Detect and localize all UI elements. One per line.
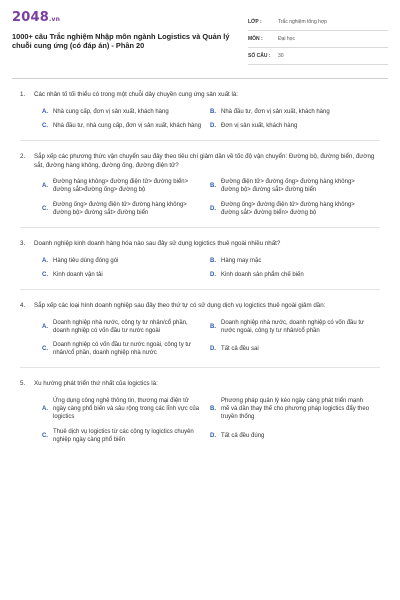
answer-options (20, 249, 380, 279)
option-text: Hàng tiêu dùng đóng gói (53, 257, 119, 264)
option-b[interactable] (210, 397, 370, 422)
question-4 (12, 290, 388, 357)
option-text: Đơn vị sản xuất, khách hàng (221, 122, 298, 129)
option-letter: B. (210, 257, 216, 264)
question-5 (12, 368, 388, 444)
option-text: Kinh doanh vận tải (53, 271, 103, 278)
option-a[interactable] (42, 397, 202, 422)
option-text: Đường ống> đường điện tử> đường hàng không> đường sắt> đường biển> đường bộ (221, 201, 355, 216)
option-b[interactable] (210, 108, 370, 116)
option-a[interactable] (42, 319, 202, 335)
page-header (12, 10, 388, 72)
question-1 (12, 79, 388, 130)
question-stem (20, 380, 380, 389)
option-text: Đường hàng không> đường điện tử> đường biển> đường sắt>đường ống> đường bộ (53, 179, 189, 194)
option-text: Doanh nghiệp nhà nước, công ty tư nhân/cổ phần, doanh nghiệp có vốn đầu tư nước ngoài (53, 319, 188, 334)
question-number: 2. (20, 153, 26, 160)
option-text: Nhà cung cấp, đơn vị sản xuất, khách hàng (53, 108, 169, 115)
question-text: Doanh nghiệp kinh doanh hàng hóa nào sau đây sử dụng logictics thuê ngoài nhiều nhất? (34, 240, 281, 247)
question-stem (20, 240, 380, 249)
meta-row-subject (248, 31, 388, 48)
option-letter: A. (42, 257, 48, 264)
answer-options (20, 311, 380, 358)
option-text: Nhà đầu tư, đơn vị sản xuất, khách hàng (221, 108, 330, 115)
option-b[interactable] (210, 178, 370, 194)
option-letter: B. (210, 108, 216, 115)
option-b[interactable] (210, 257, 370, 265)
logo-suffix: .vn (48, 16, 61, 23)
option-c[interactable] (42, 341, 202, 357)
option-d[interactable] (210, 428, 370, 444)
question-number: 5. (20, 380, 26, 388)
question-number: 1. (20, 91, 26, 98)
question-text: Sắp xếp các phương thức vận chuyển sau đây theo tiêu chí giảm dần về tốc độ vận chuyển: Đường bộ, đường biển, đường sắt, đường hàng không, đường ống, đường điện tử? (34, 153, 375, 169)
option-text: Đường điện tử> đường ống> đường hàng không> đường bộ> đường sắt> đường biển (221, 179, 355, 194)
option-letter: B. (210, 323, 216, 330)
logo-main: 2048 (12, 10, 49, 25)
option-letter: D. (210, 346, 216, 353)
option-letter: D. (210, 432, 216, 439)
answer-options (20, 389, 380, 444)
question-text: Sắp xếp các loại hình doanh nghiệp sau đây theo thứ tự có sử dụng dịch vụ logictics thuê ngoài giảm dần: (34, 302, 326, 309)
option-letter: D. (210, 271, 216, 278)
meta-label: MÔN : (248, 36, 263, 42)
option-c[interactable] (42, 428, 202, 444)
meta-value: Trắc nghiệm tổng hợp (278, 19, 327, 25)
question-stem (20, 91, 380, 100)
option-d[interactable] (210, 341, 370, 357)
option-letter: A. (42, 108, 48, 115)
option-letter: A. (42, 183, 48, 190)
option-letter: C. (42, 122, 48, 129)
option-text: Doanh nghiệp nhà nước, doanh nghiệp có vốn đầu tư nước ngoài, công ty tư nhân/cổ phần (221, 319, 365, 334)
option-text: Phương pháp quản lý kéo ngày càng phát triển mạnh mẽ và dần thay thế cho phương pháp logictics đẩy theo truyền thống (221, 398, 370, 421)
question-3 (12, 228, 388, 279)
option-letter: C. (42, 205, 48, 212)
meta-info (248, 14, 388, 65)
option-text: Hàng may mặc (221, 257, 262, 264)
option-letter: A. (42, 406, 48, 413)
option-c[interactable] (42, 122, 202, 130)
option-c[interactable] (42, 201, 202, 217)
site-logo[interactable] (12, 10, 244, 25)
question-number: 3. (20, 240, 26, 247)
option-d[interactable] (210, 122, 370, 130)
option-letter: D. (210, 122, 216, 129)
option-a[interactable] (42, 108, 202, 116)
question-text: Các nhân tố tối thiểu có trong một chuỗi dây chuyền cung ứng sản xuất là: (34, 91, 238, 98)
option-text: Tất cả đều đúng (221, 432, 265, 439)
option-letter: A. (42, 323, 48, 330)
option-a[interactable] (42, 178, 202, 194)
option-text: Thuê dịch vụ logictics từ các công ty logictics chuyên nghiệp ngày càng phổ biến (53, 428, 194, 443)
option-text: Ứng dụng công nghệ thông tin, thương mại điện tử ngày càng phổ biến và sâu rộng trong các lĩnh vực của logictics (53, 398, 200, 421)
option-c[interactable] (42, 271, 202, 279)
option-b[interactable] (210, 319, 370, 335)
answer-options (20, 100, 380, 130)
option-d[interactable] (210, 201, 370, 217)
question-stem (20, 153, 380, 170)
meta-row-count (248, 48, 388, 65)
meta-value: 30 (278, 53, 284, 59)
option-text: Nhà đầu tư, nhà cung cấp, đơn vị sản xuất, khách hàng (53, 122, 202, 129)
question-text: Xu hướng phát triển thứ nhất của logictics là: (34, 380, 158, 388)
question-number: 4. (20, 302, 26, 309)
option-letter: C. (42, 432, 48, 439)
option-letter: C. (42, 346, 48, 353)
option-letter: C. (42, 271, 48, 278)
answer-options (20, 170, 380, 217)
option-text: Doanh nghiệp có vốn đầu tư nước ngoài, công ty tư nhân/cổ phần, doanh nghiệp nhà nước (53, 342, 192, 357)
option-letter: B. (210, 183, 216, 190)
option-letter: B. (210, 406, 216, 413)
option-letter: D. (210, 205, 216, 212)
question-stem (20, 302, 380, 311)
meta-row-class (248, 14, 388, 31)
option-text: Đường ống> đường điện tử> đường hàng không> đường bộ> đường sắt> đường biển (53, 201, 187, 216)
option-a[interactable] (42, 257, 202, 265)
option-text: Kinh doanh sản phẩm chế biến (221, 271, 304, 278)
page-title: 1000+ câu Trắc nghiệm Nhập môn ngành Logistics và Quản lý chuỗi cung ứng (có đáp án) - Phần 20 (12, 32, 230, 50)
meta-label: LỚP : (248, 19, 262, 25)
option-text: Tất cả đều sai (221, 346, 259, 353)
meta-label: SỐ CÂU : (248, 53, 271, 59)
option-d[interactable] (210, 271, 370, 279)
meta-value: Đại học (278, 36, 295, 42)
question-2 (12, 141, 388, 217)
brand-block (12, 10, 244, 50)
